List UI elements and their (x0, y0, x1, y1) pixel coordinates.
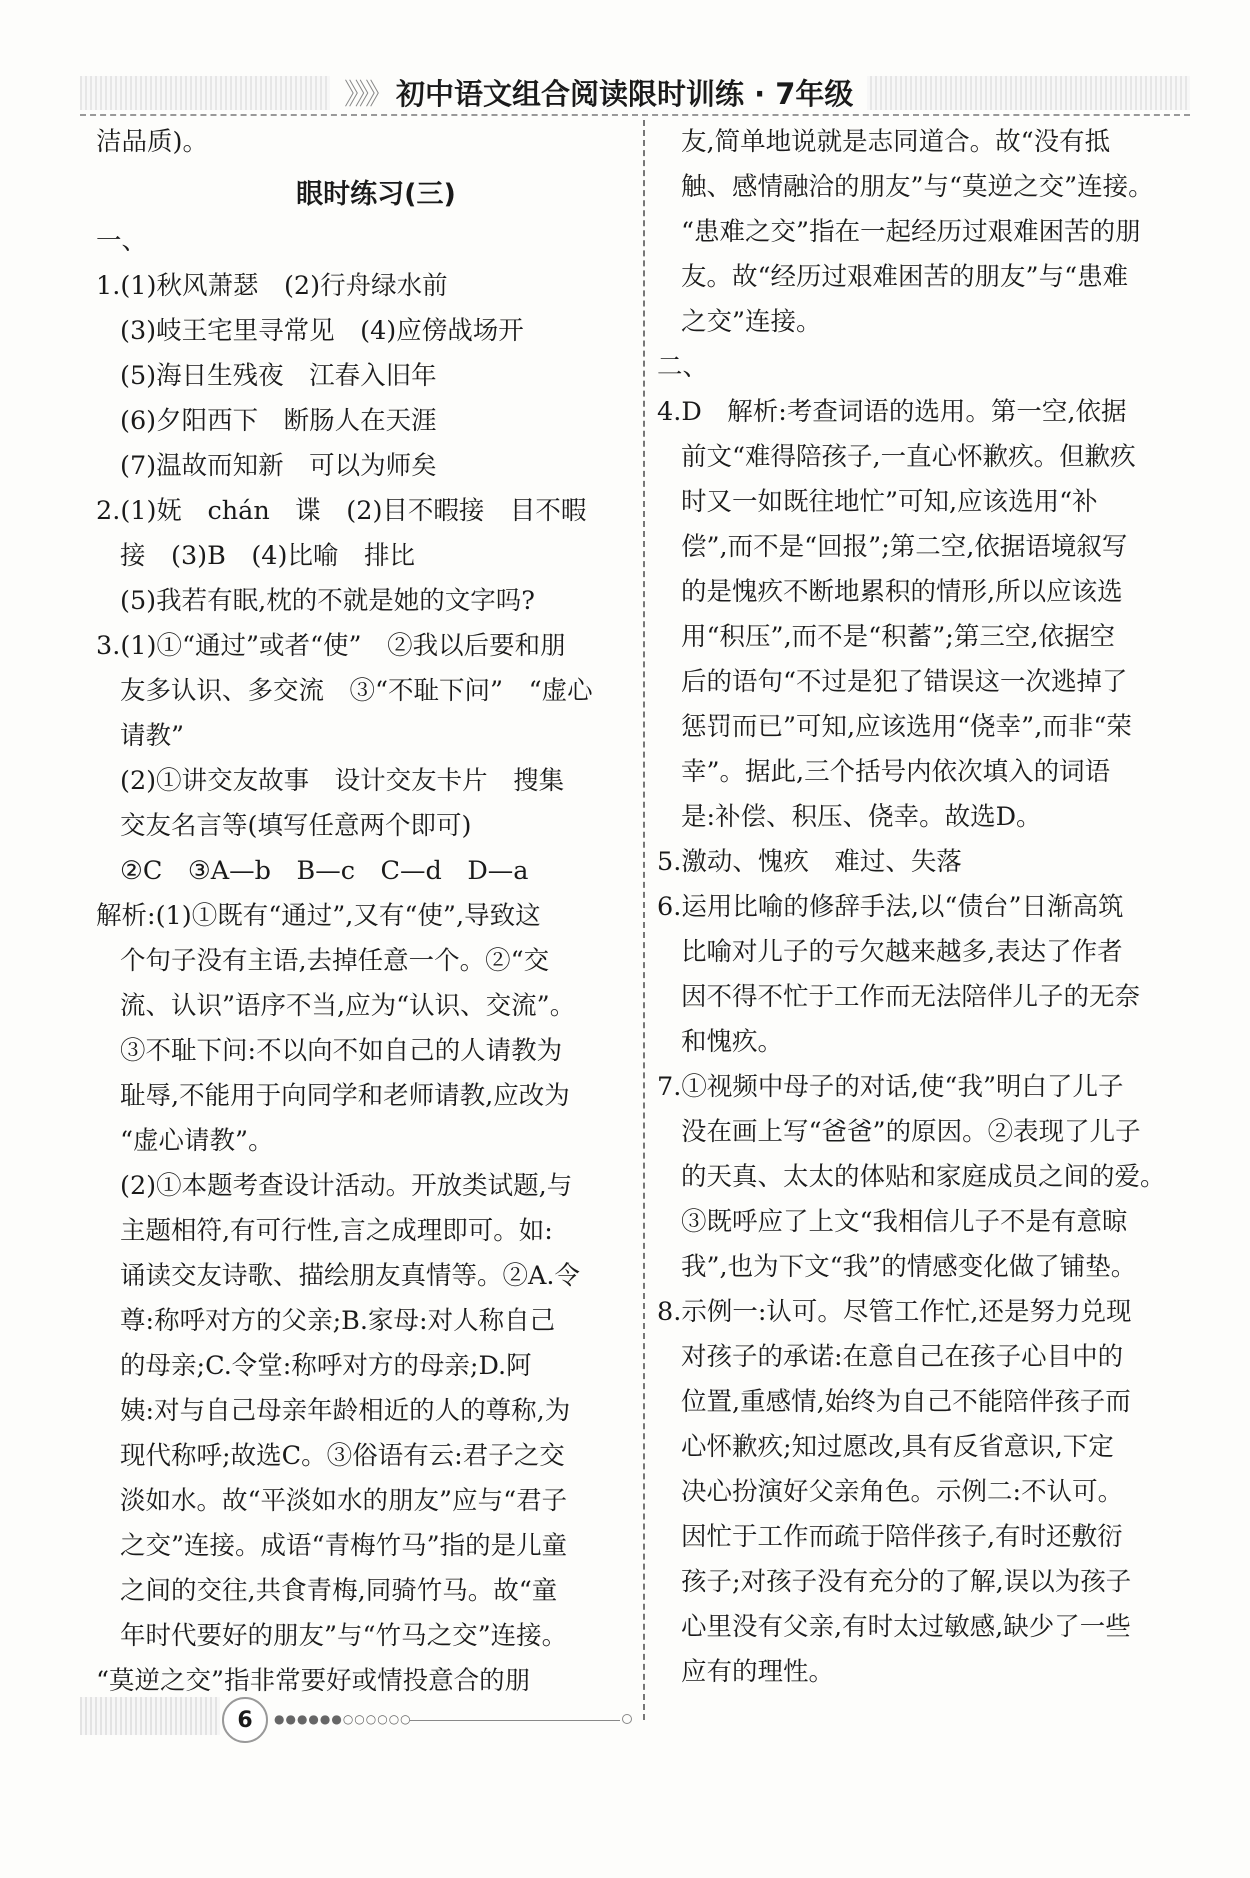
text-line: 友。故“经历过艰难困苦的朋友”与“患难 (681, 262, 1129, 292)
text-line: 偿”,而不是“回报”;第二空,依据语境叙写 (681, 532, 1128, 562)
text-line: “虚心请教”。 (120, 1126, 274, 1156)
text-line: 诵读交友诗歌、描绘朋友真情等。②A.令 (120, 1261, 581, 1291)
footer-end-circle (622, 1714, 632, 1724)
text-line: 交友名言等(填写任意两个即可) (120, 811, 472, 841)
text-line: 4.D 解析:考查词语的选用。第一空,依据 (657, 397, 1127, 427)
text-line: 的天真、太太的体贴和家庭成员之间的爱。 (681, 1162, 1166, 1192)
text-line: (2)①本题考查设计活动。开放类试题,与 (120, 1171, 573, 1201)
text-line: 7.①视频中母子的对话,使“我”明白了儿子 (657, 1072, 1124, 1102)
text-line: 心怀歉疚;知过愿改,具有反省意识,下定 (681, 1432, 1114, 1462)
left-column (96, 120, 656, 1704)
text-line: 解析:(1)①既有“通过”,又有“使”,导致这 (96, 901, 541, 931)
text-line: 流、认识”语序不当,应为“认识、交流”。 (120, 991, 576, 1021)
text-line: 友多认识、多交流 ③“不耻下问” “虚心 (120, 676, 593, 706)
text-line: 我”,也为下文“我”的情感变化做了铺垫。 (681, 1252, 1137, 1282)
text-line: 个句子没有主语,去掉任意一个。②“交 (120, 946, 550, 976)
text-line: 1.(1)秋风萧瑟 (2)行舟绿水前 (96, 271, 448, 301)
column-divider (643, 120, 645, 1720)
right-lines (657, 120, 1217, 1695)
text-line: 触、感情融洽的朋友”与“莫逆之交”连接。 (681, 172, 1154, 202)
book-title: 初中语文组合阅读限时训练 · 7年级 (396, 76, 854, 111)
text-line: 因不得不忙于工作而无法陪伴儿子的无奈 (681, 982, 1141, 1012)
text-line: 幸”。据此,三个括号内依次填入的词语 (681, 757, 1111, 787)
left-lines (96, 219, 656, 1704)
section-title: 眼时练习(三) (296, 179, 456, 210)
text-line: 时又一如既往地忙”可知,应该选用“补 (681, 487, 1098, 517)
text-line: 二、 (657, 352, 709, 382)
text-line: 和愧疚。 (681, 1027, 784, 1057)
page-number: 6 (222, 1697, 268, 1743)
text-line: “莫逆之交”指非常要好或情投意合的朋 (96, 1666, 531, 1696)
text-line: 没在画上写“爸爸”的原因。②表现了儿子 (681, 1117, 1141, 1147)
text-line: 之交”连接。成语“青梅竹马”指的是儿童 (120, 1531, 568, 1561)
text-line: 5.激动、愧疚 难过、失落 (657, 847, 962, 877)
text-line: 的母亲;C.令堂:称呼对方的母亲;D.阿 (120, 1351, 532, 1381)
text-line: 用“积压”,而不是“积蓄”;第三空,依据空 (681, 622, 1115, 652)
text-line: 一、 (96, 226, 148, 256)
text-line: 请教” (120, 721, 185, 751)
text-line: 应有的理性。 (681, 1657, 835, 1687)
text-line: 2.(1)妩 chán 谍 (2)目不暇接 目不暇 (96, 496, 587, 526)
text-line: 的是愧疚不断地累积的情形,所以应该选 (681, 577, 1123, 607)
text-line: 心里没有父亲,有时太过敏感,缺少了一些 (681, 1612, 1131, 1642)
text-line: 之间的交往,共食青梅,同骑竹马。故“童 (120, 1576, 558, 1606)
footer-line (410, 1720, 620, 1721)
text-line: 之交”连接。 (681, 307, 822, 337)
text-line: (6)夕阳西下 断肠人在天涯 (120, 406, 437, 436)
text-line: 接 (3)B (4)比喻 排比 (120, 541, 415, 571)
text-line: (2)①讲交友故事 设计交友卡片 搜集 (120, 766, 565, 796)
text-line: 决心扮演好父亲角色。示例二:不认可。 (681, 1477, 1124, 1507)
header-arrows-icon: 》》》 (344, 76, 391, 111)
text-line: 8.示例一:认可。尽管工作忙,还是努力兑现 (657, 1297, 1132, 1327)
text-line: 友,简单地说就是志同道合。故“没有抵 (681, 127, 1111, 157)
text-line: 现代称呼;故选C。③俗语有云:君子之交 (120, 1441, 565, 1471)
footer-band (80, 1697, 220, 1735)
text-line: ③不耻下问:不以向不如自己的人请教为 (120, 1036, 563, 1066)
text-line: (5)我若有眠,枕的不就是她的文字吗? (120, 586, 535, 616)
text-line: 因忙于工作而疏于陪伴孩子,有时还敷衍 (681, 1522, 1123, 1552)
text-line: 尊:称呼对方的父亲;B.家母:对人称自己 (120, 1306, 556, 1336)
text-line: “患难之交”指在一起经历过艰难困苦的朋 (681, 217, 1141, 247)
text-line: ②C ③A—b B—c C—d D—a (120, 856, 529, 886)
text-line: (7)温故而知新 可以为师矣 (120, 451, 437, 481)
text-line: 淡如水。故“平淡如水的朋友”应与“君子 (120, 1486, 568, 1516)
text-line: 后的语句“不过是犯了错误这一次逃掉了 (681, 667, 1128, 697)
text-line: (3)岐王宅里寻常见 (4)应傍战场开 (120, 316, 524, 346)
text-line: 耻辱,不能用于向同学和老师请教,应改为 (120, 1081, 570, 1111)
right-column (657, 120, 1217, 1695)
text-line: 对孩子的承诺:在意自己在孩子心目中的 (681, 1342, 1124, 1372)
text-line: 是:补偿、积压、侥幸。故选D。 (681, 802, 1042, 832)
text-line: 姨:对与自己母亲年龄相近的人的尊称,为 (120, 1396, 571, 1426)
text-line: 主题相符,有可行性,言之成理即可。如: (120, 1216, 553, 1246)
text-line: 孩子;对孩子没有充分的了解,误以为孩子 (681, 1567, 1132, 1597)
text-line: 3.(1)①“通过”或者“使” ②我以后要和朋 (96, 631, 566, 661)
page-header (80, 72, 1190, 112)
text-line: 年时代要好的朋友”与“竹马之交”连接。 (120, 1621, 568, 1651)
text-line: 6.运用比喻的修辞手法,以“债台”日渐高筑 (657, 892, 1124, 922)
header-title (330, 72, 867, 112)
text-line: (5)海日生残夜 江春入旧年 (120, 361, 437, 391)
text-line: ③既呼应了上文“我相信儿子不是有意晾 (681, 1207, 1128, 1237)
text-line: 前文“难得陪孩子,一直心怀歉疚。但歉疚 (681, 442, 1136, 472)
footer-dots: ●●●●●●○○○○○○ (274, 1712, 412, 1726)
text-line: 位置,重感情,始终为自己不能陪伴孩子而 (681, 1387, 1131, 1417)
text-line: 比喻对儿子的亏欠越来越多,表达了作者 (681, 937, 1123, 967)
header-rule (80, 114, 1190, 116)
text-line: 洁品质)。 (96, 127, 208, 157)
text-line: 惩罚而已”可知,应该选用“侥幸”,而非“荣 (681, 712, 1132, 742)
